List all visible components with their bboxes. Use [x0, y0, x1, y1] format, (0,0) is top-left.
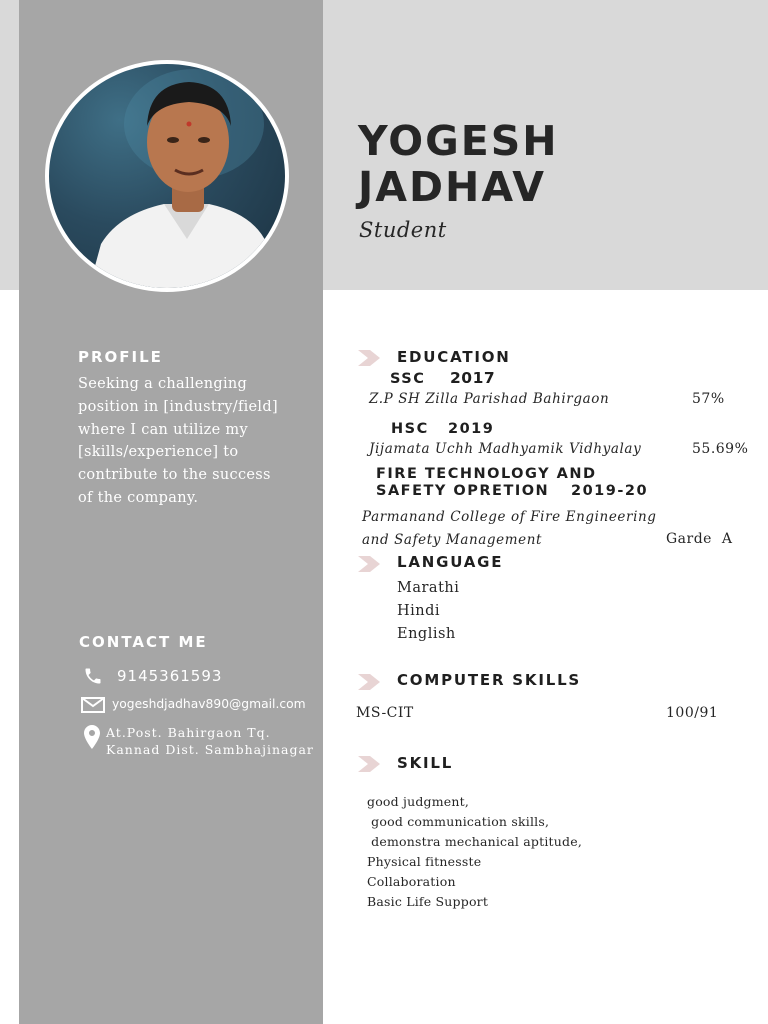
fire-grade: Garde A	[666, 531, 733, 547]
computer-skills-heading: COMPUTER SKILLS	[397, 671, 582, 689]
language-item: English	[397, 626, 456, 642]
skill-item: Collaboration	[367, 874, 456, 889]
chevron-right-icon	[358, 756, 382, 772]
phone-icon	[83, 666, 103, 686]
skill-item: good judgment,	[367, 794, 470, 809]
computer-course: MS-CIT	[356, 705, 414, 721]
candidate-role: Student	[359, 218, 447, 242]
language-heading: LANGUAGE	[397, 553, 504, 571]
ssc-label: SSC	[390, 371, 426, 387]
location-pin-icon	[84, 725, 100, 749]
language-item: Marathi	[397, 580, 460, 596]
profile-photo	[45, 60, 289, 292]
profile-heading: PROFILE	[78, 348, 163, 366]
skill-heading: SKILL	[397, 754, 454, 772]
last-name: JADHAV	[358, 163, 547, 211]
skill-item: good communication skills,	[367, 814, 550, 829]
hsc-score: 55.69%	[692, 441, 749, 457]
fire-year: 2019-20	[571, 483, 649, 499]
ssc-score: 57%	[692, 391, 725, 407]
contact-heading: CONTACT ME	[79, 633, 208, 651]
fire-school-line-2: and Safety Management	[362, 532, 543, 548]
ssc-school: Z.P SH Zilla Parishad Bahirgaon	[369, 391, 610, 407]
address-line-2: Kannad Dist. Sambhajinagar	[106, 742, 314, 757]
email-address[interactable]: yogeshdjadhav890@gmail.com	[112, 697, 306, 711]
profile-text: Seeking a challenging position in [industry/field] where I can utilize my [skills/experience] to contribute to the success of the company.	[78, 376, 278, 506]
skill-item: Basic Life Support	[367, 894, 489, 909]
hsc-label: HSC	[391, 421, 429, 437]
address	[106, 724, 314, 758]
chevron-right-icon	[358, 556, 382, 572]
computer-score: 100/91	[666, 705, 719, 721]
candidate-name	[358, 118, 559, 210]
skill-item: demonstra mechanical aptitude,	[367, 834, 582, 849]
chevron-right-icon	[358, 350, 382, 366]
mail-icon	[81, 697, 105, 713]
address-line-1: At.Post. Bahirgaon Tq.	[106, 725, 271, 740]
hsc-school: Jijamata Uchh Madhyamik Vidhyalay	[369, 441, 642, 457]
fire-title-line-1: FIRE TECHNOLOGY AND	[376, 466, 597, 482]
skill-item: Physical fitnesste	[367, 854, 482, 869]
hsc-year: 2019	[448, 421, 495, 437]
ssc-year: 2017	[450, 369, 496, 387]
education-heading: EDUCATION	[397, 348, 511, 366]
first-name: YOGESH	[358, 117, 559, 165]
phone-number[interactable]: 9145361593	[117, 667, 223, 685]
language-item: Hindi	[397, 603, 441, 619]
fire-school-line-1: Parmanand College of Fire Engineering	[362, 509, 657, 525]
chevron-right-icon	[358, 674, 382, 690]
fire-title-line-2: SAFETY OPRETION	[376, 483, 550, 499]
